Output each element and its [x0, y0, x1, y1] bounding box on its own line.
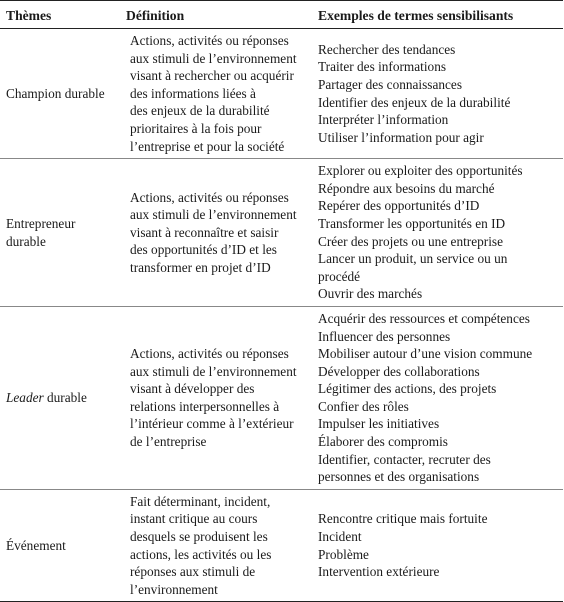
definition-line: actions, les activités ou les [130, 546, 272, 562]
definition-line: visant à rechercher ou acquérir [130, 68, 294, 84]
theme-label: Événement [6, 537, 66, 553]
definition-line: relations interpersonnelles à [130, 398, 280, 414]
term-item: Utiliser l’information pour agir [318, 129, 484, 145]
term-item: Intervention extérieure [318, 564, 440, 580]
term-item: Interpréter l’information [318, 112, 449, 128]
definition-line: instant critique au cours [130, 511, 258, 527]
definition-line: desquels se produisent les [130, 529, 268, 545]
term-item: Acquérir des ressources et compétences [318, 310, 530, 326]
term-item: Partager des connaissances [318, 76, 462, 92]
definition-line: Actions, activités ou réponses [130, 346, 289, 362]
theme-label: Champion durable [6, 85, 105, 101]
term-item: Créer des projets ou une entreprise [318, 233, 503, 249]
term-item: Lancer un produit, un service ou un [318, 251, 508, 267]
terms-cell [318, 306, 563, 489]
definition-line: visant à développer des [130, 381, 255, 397]
theme-label [6, 389, 126, 407]
definition-line: l’entreprise et pour la société [130, 138, 285, 154]
theme-cell [0, 159, 126, 307]
table-header-row [0, 1, 563, 29]
term-item: Confier des rôles [318, 398, 409, 414]
theme-label-rest: durable [43, 390, 87, 406]
definition-line: transformer en projet d’ID [130, 259, 271, 275]
definition-cell [126, 29, 318, 159]
definition-line: Actions, activités ou réponses [130, 33, 289, 48]
terms-cell [318, 489, 563, 602]
theme-cell [0, 306, 126, 489]
term-item: Identifier des enjeux de la durabilité [318, 94, 511, 110]
table-row [0, 29, 563, 159]
term-item: Repérer des opportunités d’ID [318, 198, 480, 214]
definition-line: aux stimuli de l’environnement [130, 50, 297, 66]
definition-line: des informations liées à [130, 85, 256, 101]
definition-cell [126, 306, 318, 489]
term-item: Impulser les initiatives [318, 416, 440, 432]
definition-line: l’environnement [130, 581, 218, 597]
table-row [0, 306, 563, 489]
definition-line: l’intérieur comme à l’extérieur [130, 416, 294, 432]
header-terms: Exemples de termes sensibilisants [318, 1, 563, 29]
term-item: Explorer ou exploiter des opportunités [318, 163, 523, 179]
term-item: Légitimer des actions, des projets [318, 381, 497, 397]
term-item: Élaborer des compromis [318, 434, 448, 450]
definition-line: réponses aux stimuli de [130, 564, 256, 580]
term-item: Répondre aux besoins du marché [318, 180, 495, 196]
theme-cell [0, 489, 126, 602]
term-item: Transformer les opportunités en ID [318, 215, 506, 231]
term-item: Problème [318, 546, 369, 562]
definition-line: aux stimuli de l’environnement [130, 363, 297, 379]
term-item: procédé [318, 268, 361, 284]
definition-line: prioritaires à la fois pour [130, 120, 262, 136]
term-item: personnes et des organisations [318, 469, 480, 485]
term-item: Rechercher des tendances [318, 41, 456, 57]
definition-line: des enjeux de la durabilité [130, 103, 270, 119]
definition-line: Actions, activités ou réponses [130, 189, 289, 205]
definition-line: des opportunités d’ID et les [130, 242, 277, 258]
table-row [0, 489, 563, 602]
theme-cell [0, 29, 126, 159]
term-item: Identifier, contacter, recruter des [318, 451, 491, 467]
term-item: Développer des collaborations [318, 363, 480, 379]
definition-cell [126, 489, 318, 602]
term-item: Mobiliser autour d’une vision commune [318, 346, 533, 362]
theme-label: durable [6, 233, 46, 249]
definition-cell [126, 159, 318, 307]
table-row [0, 159, 563, 307]
definition-line: de l’entreprise [130, 434, 207, 450]
term-item: Traiter des informations [318, 59, 447, 75]
definition-line: visant à reconnaître et saisir [130, 224, 279, 240]
definition-line: Fait déterminant, incident, [130, 493, 271, 509]
term-item: Incident [318, 529, 362, 545]
term-item: Rencontre critique mais fortuite [318, 511, 488, 527]
term-item: Ouvrir des marchés [318, 286, 423, 302]
header-definition: Définition [126, 1, 318, 29]
term-item: Influencer des personnes [318, 328, 451, 344]
definition-line: aux stimuli de l’environnement [130, 207, 297, 223]
header-themes: Thèmes [0, 1, 126, 29]
theme-label: Entrepreneur [6, 215, 76, 231]
theme-label-italic: Leader [6, 390, 44, 406]
terms-cell [318, 159, 563, 307]
terms-cell [318, 29, 563, 159]
